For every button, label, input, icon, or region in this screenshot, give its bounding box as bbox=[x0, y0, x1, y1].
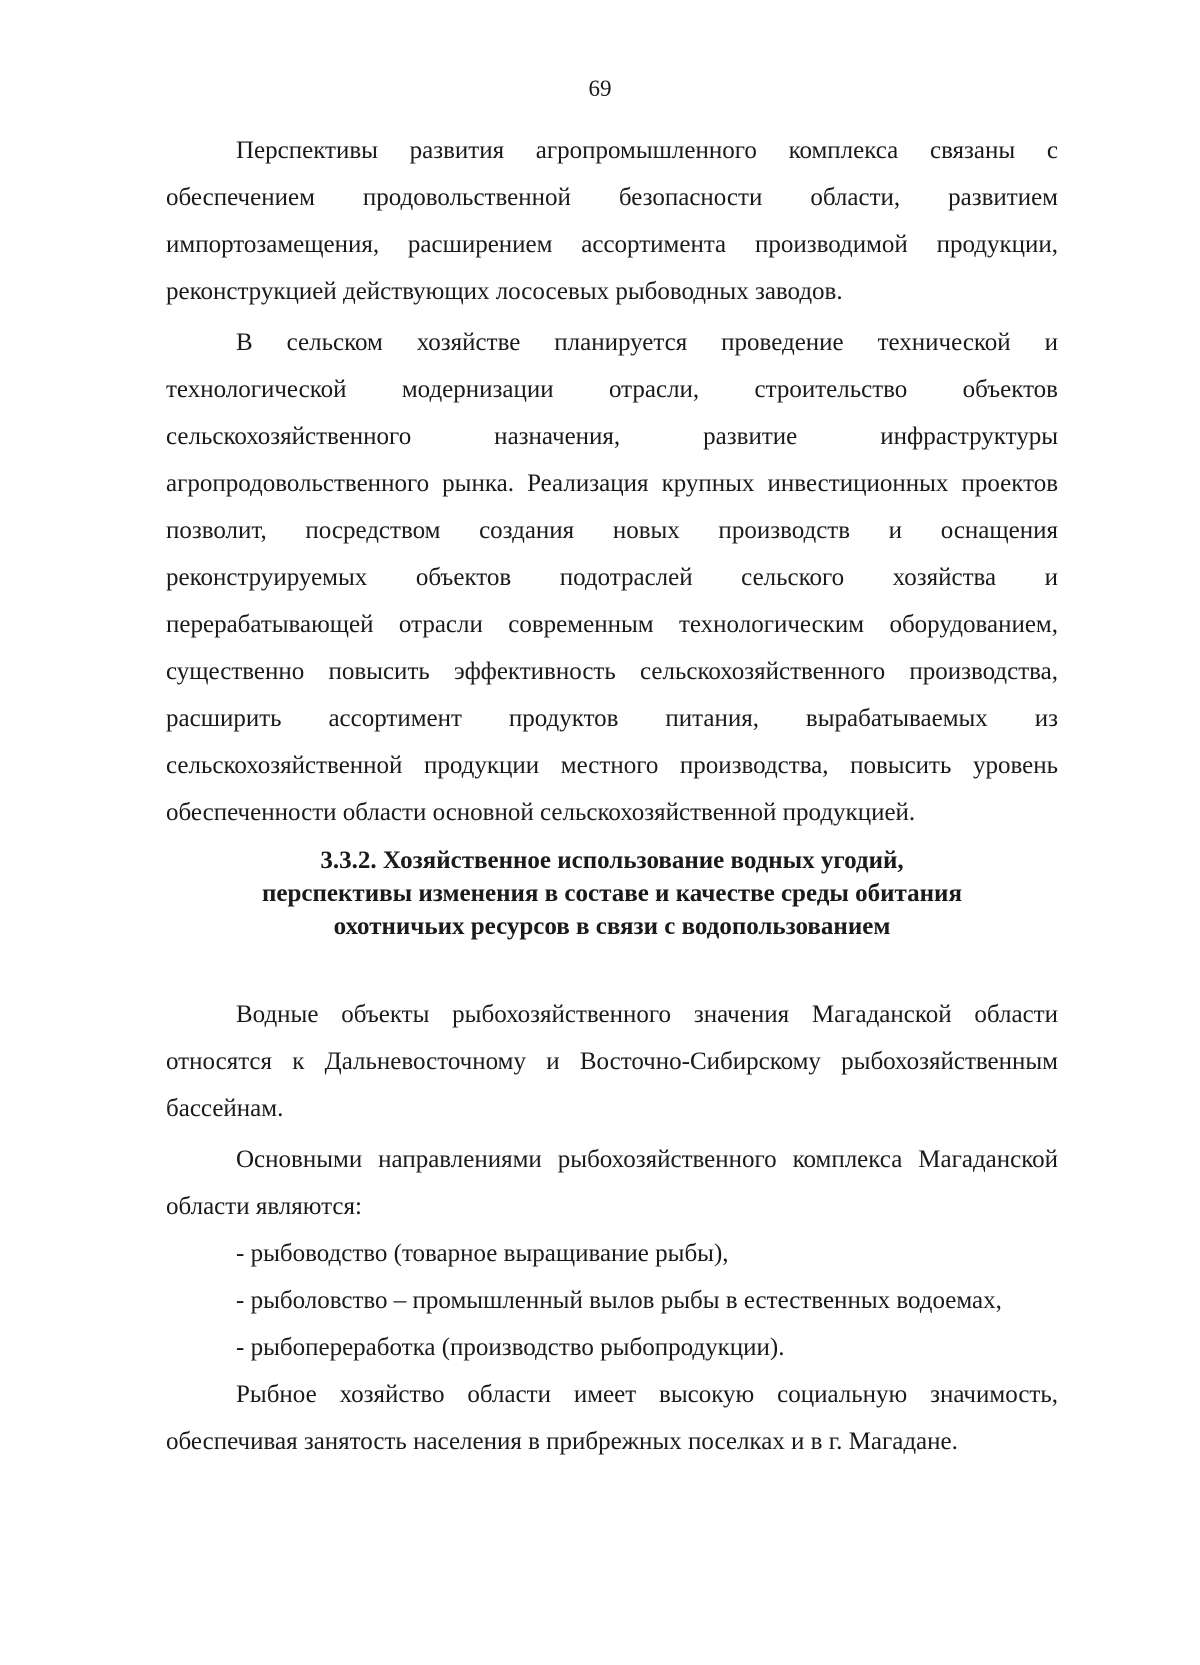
paragraph-fishery-significance: Рыбное хозяйство области имеет высокую социальную значимость, обеспечивая занятость населения в прибрежных поселках и в г. Магадане. bbox=[166, 1381, 1058, 1455]
section-heading-line: 3.3.2. Хозяйственное использование водных угодий, bbox=[320, 847, 904, 874]
page-number: 69 bbox=[588, 76, 612, 101]
section-heading bbox=[166, 844, 1058, 943]
list-item: - рыболовство – промышленный вылов рыбы в естественных водоемах, bbox=[236, 1287, 1002, 1314]
paragraph-agriculture-modernization: В сельском хозяйстве планируется проведение технической и технологической модернизации отрасли, строительство объектов сельскохозяйственного назначения, развитие инфраструктуры агропродовольственного рынка. Реализация крупных инвестиционных проектов позволит, посредством создания новых производств и оснащения реконструируемых объектов подотраслей сельского хозяйства и перерабатывающей отрасли современным технологическим оборудованием, существенно повысить эффективность сельскохозяйственного производства, расширить ассортимент продуктов питания, вырабатываемых из сельскохозяйственной продукции местного производства, повысить уровень обеспеченности области основной сельскохозяйственной продукцией. bbox=[166, 329, 1058, 826]
document-body bbox=[166, 127, 1058, 1465]
paragraph-water-objects: Водные объекты рыбохозяйственного значения Магаданской области относятся к Дальневосточному и Восточно-Сибирскому рыбохозяйственным бассейнам. bbox=[166, 1001, 1058, 1122]
section-heading-line: перспективы изменения в составе и качестве среды обитания bbox=[262, 880, 962, 907]
section-heading-line: охотничьих ресурсов в связи с водопользованием bbox=[333, 913, 891, 940]
list-item: - рыбопереработка (производство рыбопродукции). bbox=[236, 1334, 785, 1361]
paragraph-fishery-directions: Основными направлениями рыбохозяйственного комплекса Магаданской области являются: bbox=[166, 1146, 1058, 1220]
paragraph-agro-perspectives: Перспективы развития агропромышленного комплекса связаны с обеспечением продовольственной безопасности области, развитием импортозамещения, расширением ассортимента производимой продукции, реконструкцией действующих лососевых рыбоводных заводов. bbox=[166, 137, 1058, 305]
list-item: - рыбоводство (товарное выращивание рыбы), bbox=[236, 1240, 729, 1267]
